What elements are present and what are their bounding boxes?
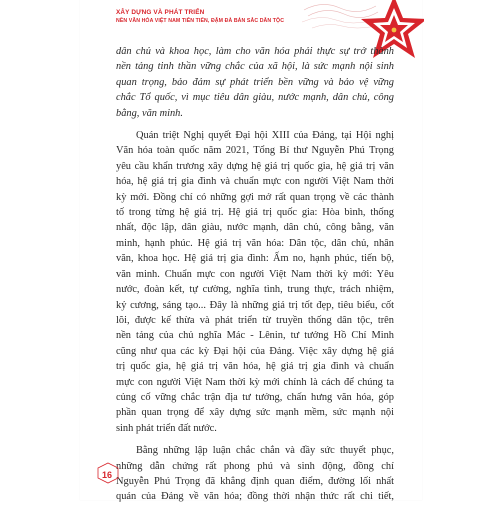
text-line: Quán triệt Nghị quyết Đại hội XIII của Đảng, tại Hội nghị — [136, 130, 394, 142]
text-line: củng cố vững chắc trận địa tư tưởng, chấn hưng văn hóa, góp — [116, 391, 394, 403]
running-header — [116, 9, 284, 25]
text-line: nền tảng của chủ nghĩa Mác - Lênin, tư tưởng Hồ Chí Minh — [116, 330, 394, 342]
text-line: lõi, được kế thừa và phát triển từ truyền thống dân tộc, trên — [116, 314, 394, 326]
text-line: Bằng những lập luận chắc chắn và đầy sức thuyết phục, — [136, 445, 394, 457]
text-line: yêu cầu khẩn trương xây dựng hệ giá trị quốc gia, hệ giá trị văn — [116, 160, 394, 172]
text-line: kỷ cương, sáng tạo... Đây là những giá trị tốt đẹp, tiêu biểu, cốt — [116, 299, 394, 311]
text-line: văn, khoa học. Hệ giá trị gia đình: Ấm no, hạnh phúc, tiến bộ, — [116, 253, 394, 265]
text-line: văn minh. Chuẩn mực con người Việt Nam thời kỳ mới: Yêu — [116, 268, 394, 280]
text-line: Nguyễn Phú Trọng đã khẳng định quan điểm, đường lối nhất — [116, 475, 394, 487]
paragraph — [116, 128, 394, 436]
text-line: hóa, hệ giá trị gia đình và chuẩn mực con người Việt Nam thời — [116, 176, 394, 188]
paragraph — [116, 44, 394, 121]
text-line: cũng như qua các kỳ Đại hội của Đảng. Việc xây dựng hệ giá — [116, 345, 394, 357]
text-line: minh, hạnh phúc. Hệ giá trị văn hóa: Dân tộc, dân chủ, nhân — [116, 237, 394, 249]
header-title: XÂY DỰNG VÀ PHÁT TRIỂN — [116, 9, 205, 16]
text-line: mực con người Việt Nam thời kỳ mới chính là cách để chúng ta — [116, 376, 394, 388]
text-line: nhất, độc lập, dân giàu, nước mạnh, dân chủ, công bằng, văn — [116, 222, 394, 234]
text-line: phần quan trọng để xây dựng sức mạnh mềm, sức mạnh nội — [116, 407, 394, 419]
text-line: kỳ mới. Đồng chí có những gợi mở rất quan trọng về các thành — [116, 191, 394, 203]
book-page — [80, 0, 422, 503]
text-line: sinh phát triển đất nước. — [116, 422, 217, 434]
paragraph — [116, 443, 394, 505]
text-line: nền tảng tinh thần vững chắc của xã hội, là sức mạnh nội sinh — [116, 61, 394, 73]
text-line: trị quốc gia, hệ giá trị văn hóa, hệ giá trị gia đình và chuẩn — [116, 361, 394, 373]
text-line: dân chủ và khoa học, làm cho văn hóa phải thực sự trở thành — [116, 46, 394, 57]
text-line: bằng, văn minh. — [116, 107, 183, 119]
header-subtitle: NỀN VĂN HÓA VIỆT NAM TIÊN TIẾN, ĐẬM ĐÀ BẢN SẮC DÂN TỘC — [116, 18, 285, 24]
text-line: nước, đoàn kết, tự cường, nghĩa tình, trung thực, trách nhiệm, — [116, 284, 394, 296]
text-line: tố trong từng hệ giá trị. Hệ giá trị quốc gia: Hòa bình, thống — [116, 207, 394, 219]
text-line: chắc Tổ quốc, vì mục tiêu dân giàu, nước mạnh, dân chủ, công — [116, 92, 394, 104]
text-line: những dẫn chứng rất phong phú và sinh động, đồng chí — [116, 460, 394, 472]
page-number: 16 — [102, 470, 113, 480]
text-line: Văn hóa toàn quốc năm 2021, Tổng Bí thư Nguyễn Phú Trọng — [116, 145, 394, 157]
text-line: quan trọng, bảo đảm sự phát triển bền vững và bảo vệ vững — [116, 76, 394, 88]
text-line: quán của Đảng về văn hóa; đồng thời nhận thức rất chi tiết, — [116, 491, 394, 503]
page-body — [116, 44, 394, 505]
